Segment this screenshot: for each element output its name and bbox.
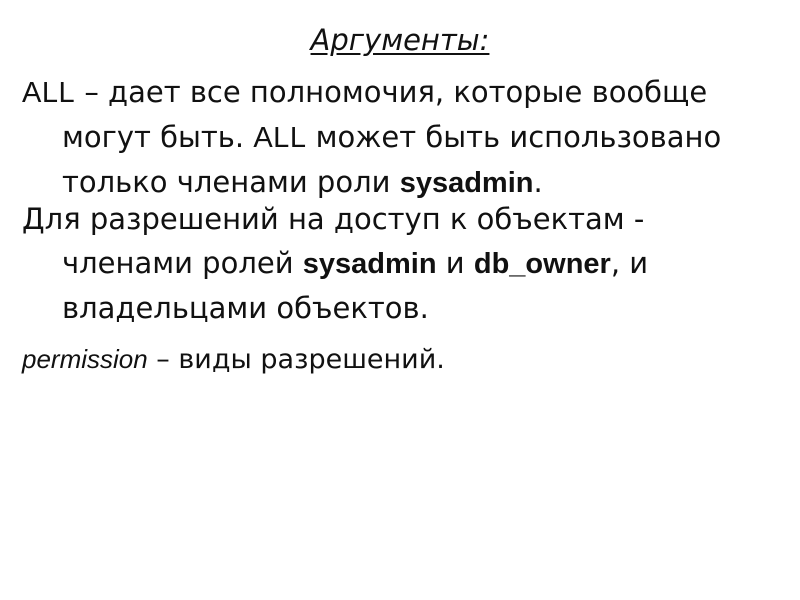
paragraph-object-permissions [22,197,800,330]
text-segment: Для разрешений на доступ к объектам - [22,202,645,236]
text-segment: владельцами объектов. [62,291,429,325]
text-segment: – дает все полномочия, которые вообще [75,75,708,109]
text-segment: только членами роли [62,165,400,199]
text-segment: может быть использовано [306,120,722,154]
keyword-all: ALL [253,122,307,154]
term-permission: permission [22,344,148,374]
role-sysadmin: sysadmin [302,248,437,280]
text-segment: . [533,165,543,199]
keyword-all: ALL [22,77,76,109]
paragraph-all-description [22,70,800,205]
paragraph-permission [22,336,800,382]
role-db-owner: db_owner [473,248,611,280]
text-segment: и [436,246,474,280]
text-segment: – виды разрешений. [147,344,445,375]
text-segment: , и [610,246,649,280]
role-sysadmin: sysadmin [399,167,534,199]
slide-title: Аргументы: [310,23,490,57]
text-segment: могут быть. [62,120,254,154]
text-segment: членами ролей [62,246,303,280]
